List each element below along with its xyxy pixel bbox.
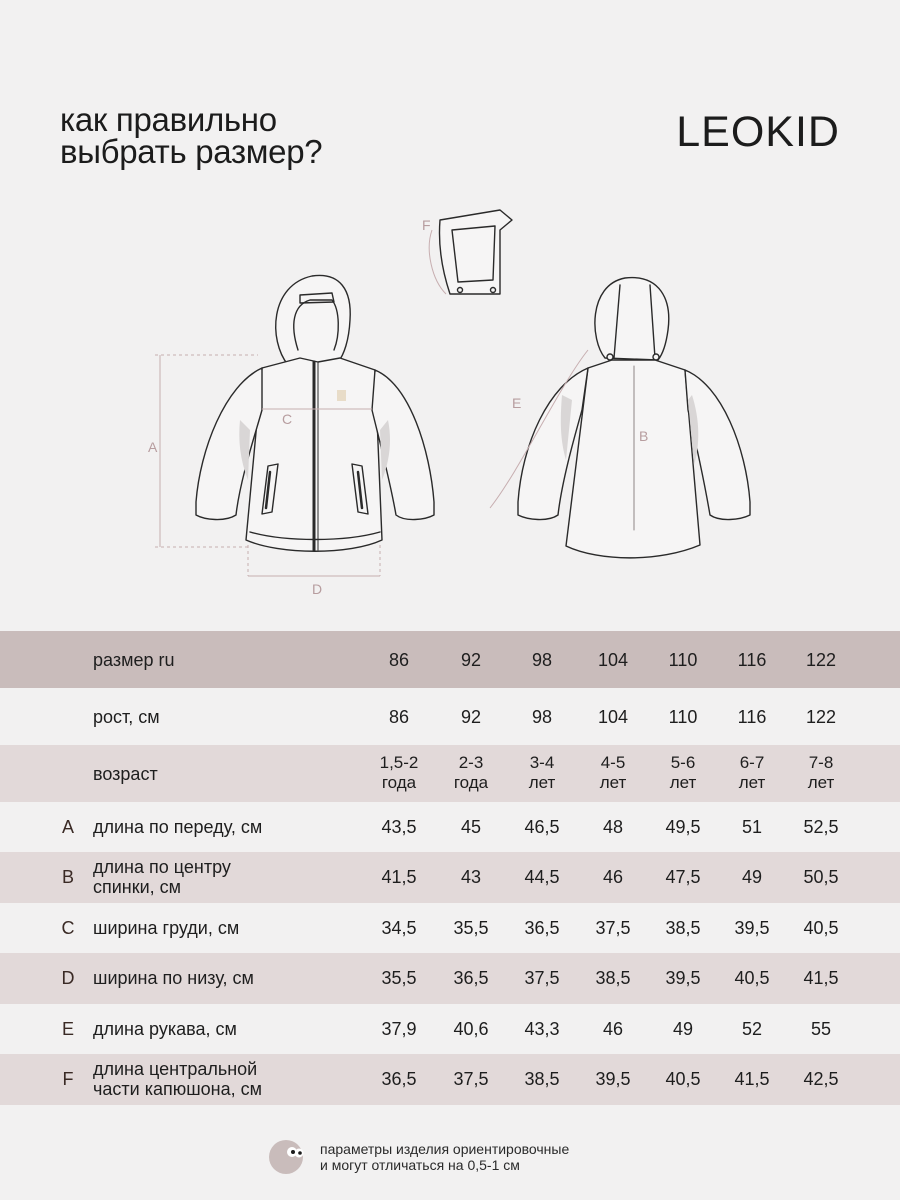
table-cell: 44,5 [524,867,560,887]
table-cell: 6-7 лет [738,753,766,792]
row-label: ширина по низу, см [93,968,254,988]
table-cell: 86 [388,707,410,727]
table-cell: 55 [810,1019,832,1039]
row-label: возраст [93,764,158,784]
hood-detail-illustration [439,210,512,294]
table-cell: 116 [737,707,767,727]
table-cell: 41,5 [803,968,839,988]
measure-label-c: C [282,411,293,427]
table-cell: 7-8 лет [807,753,835,792]
table-cell: 45 [460,817,482,837]
table-cell: 92 [460,707,482,727]
measure-label-b: B [639,428,649,444]
table-cell: 35,5 [453,918,489,938]
row-letter: B [61,867,74,887]
table-cell: 40,5 [803,918,839,938]
table-cell: 122 [805,650,837,670]
brand-logo: LEOKID [676,108,840,156]
table-cell: 48 [602,817,624,837]
table-row-c [0,903,900,953]
jacket-back-illustration [518,278,750,558]
size-table [0,631,900,1105]
page-title [60,101,323,170]
table-cell: 1,5-2 года [379,753,419,792]
jacket-front-illustration [196,275,434,551]
table-cell: 36,5 [453,968,489,988]
table-cell: 110 [668,650,698,670]
table-cell: 50,5 [803,867,839,887]
table-cell: 37,5 [524,968,560,988]
table-cell: 38,5 [665,918,701,938]
table-cell: 37,9 [381,1019,417,1039]
table-cell: 40,5 [665,1069,701,1089]
table-cell: 2-3 года [453,753,489,792]
table-cell: 5-6 лет [669,753,697,792]
row-letter: A [61,817,74,837]
row-label: длина центральной части капюшона, см [93,1059,262,1099]
table-cell: 92 [460,650,482,670]
row-letter: C [61,918,75,938]
footer-note [268,1139,569,1175]
table-cell: 104 [597,650,629,670]
note-text [320,1141,569,1173]
table-cell: 51 [741,817,763,837]
table-cell: 4-5 лет [599,753,627,792]
table-cell: 49 [672,1019,694,1039]
table-cell: 40,6 [453,1019,489,1039]
row-label: размер ru [93,650,175,670]
table-cell: 36,5 [381,1069,417,1089]
table-row-a [0,802,900,852]
table-cell: 42,5 [803,1069,839,1089]
table-cell: 52,5 [803,817,839,837]
row-letter: E [61,1019,74,1039]
table-cell: 104 [597,707,629,727]
measure-label-e: E [512,395,522,411]
row-label: длина по переду, см [93,817,263,837]
note-line-1: параметры изделия ориентировочные [320,1141,570,1157]
table-cell: 46,5 [524,817,560,837]
table-row-e [0,1004,900,1054]
table-cell: 98 [531,707,553,727]
table-cell: 122 [805,707,837,727]
table-cell: 38,5 [524,1069,560,1089]
table-row-size [0,631,900,688]
row-letter: F [62,1069,74,1089]
table-row-d [0,953,900,1004]
table-cell: 39,5 [595,1069,631,1089]
table-cell: 37,5 [595,918,631,938]
table-cell: 39,5 [665,968,701,988]
table-cell: 40,5 [734,968,770,988]
row-label: ширина груди, см [93,918,240,938]
table-cell: 47,5 [665,867,701,887]
measure-label-a: A [148,439,158,455]
measure-label-f: F [422,217,431,233]
table-cell: 43,5 [381,817,417,837]
table-row-age [0,745,900,802]
table-cell: 98 [531,650,553,670]
row-letter: D [61,968,75,988]
table-row-b [0,852,900,903]
note-line-2: и могут отличаться на 0,5-1 см [320,1157,520,1173]
row-label: длина рукава, см [93,1019,237,1039]
table-cell: 39,5 [734,918,770,938]
table-cell: 3-4 лет [528,753,556,792]
measure-label-d: D [312,581,323,597]
row-label: длина по центру спинки, см [93,857,231,897]
table-cell: 110 [668,707,698,727]
table-cell: 43 [460,867,482,887]
table-cell: 49,5 [665,817,701,837]
table-cell: 41,5 [381,867,417,887]
table-cell: 49 [741,867,763,887]
table-cell: 43,3 [524,1019,560,1039]
table-cell: 46 [602,1019,624,1039]
jacket-technical-drawing [0,190,900,610]
table-cell: 41,5 [734,1069,770,1089]
table-cell: 34,5 [381,918,417,938]
row-label: рост, см [93,707,160,727]
table-cell: 37,5 [453,1069,489,1089]
table-cell: 38,5 [595,968,631,988]
mascot-eyes-icon [268,1139,304,1175]
table-cell: 46 [602,867,624,887]
table-row-height [0,688,900,745]
table-cell: 116 [737,650,767,670]
table-cell: 36,5 [524,918,560,938]
table-cell: 86 [388,650,410,670]
title-line-1: как правильно [60,101,277,138]
table-cell: 35,5 [381,968,417,988]
table-row-f [0,1054,900,1105]
table-cell: 52 [741,1019,763,1039]
title-line-2: выбрать размер? [60,133,323,170]
